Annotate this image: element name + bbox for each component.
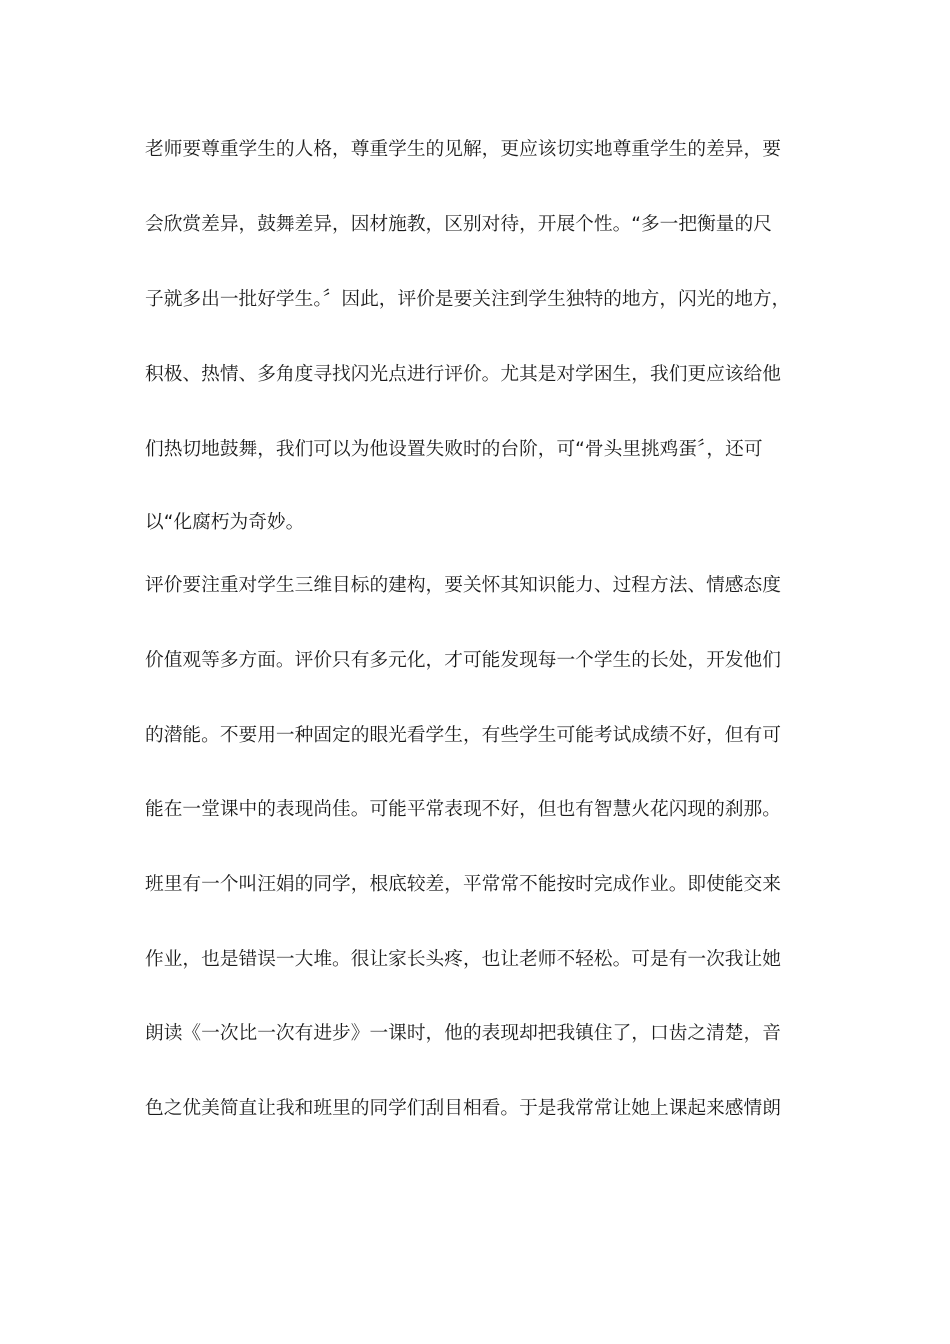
text-line: 能在一堂课中的表现尚佳。可能平常表现不好，但也有智慧火花闪现的刹那。 (145, 799, 781, 820)
text-line: 朗读《一次比一次有进步》一课时，他的表现却把我镇住了，口齿之清楚，音 (145, 1023, 781, 1044)
text-line: 们热切地鼓舞，我们可以为他设置失败时的台阶，可“骨头里挑鸡蛋〞，还可 (145, 439, 763, 460)
text-line: 老师要尊重学生的人格，尊重学生的见解，更应该切实地尊重学生的差异，要 (145, 139, 781, 160)
text-line: 班里有一个叫汪娟的同学，根底较差，平常常不能按时完成作业。即使能交来 (145, 874, 781, 895)
text-line: 积极、热情、多角度寻找闪光点进行评价。尤其是对学困生，我们更应该给他 (145, 364, 781, 385)
text-line: 价值观等多方面。评价只有多元化，才可能发现每一个学生的长处，开发他们 (145, 650, 781, 671)
text-line: 色之优美简直让我和班里的同学们刮目相看。于是我常常让她上课起来感情朗 (145, 1098, 781, 1119)
text-line: 评价要注重对学生三维目标的建构，要关怀其知识能力、过程方法、情感态度 (145, 575, 781, 596)
text-line: 子就多出一批好学生。〞因此，评价是要关注到学生独特的地方，闪光的地方， (145, 289, 791, 310)
text-line: 会欣赏差异，鼓舞差异，因材施教，区别对待，开展个性。“多一把衡量的尺 (145, 214, 772, 235)
text-line: 作业，也是错误一大堆。很让家长头疼，也让老师不轻松。可是有一次我让她 (145, 949, 781, 970)
text-line: 的潜能。不要用一种固定的眼光看学生，有些学生可能考试成绩不好，但有可 (145, 725, 781, 746)
text-line: 以“化腐朽为奇妙。 (145, 512, 305, 533)
